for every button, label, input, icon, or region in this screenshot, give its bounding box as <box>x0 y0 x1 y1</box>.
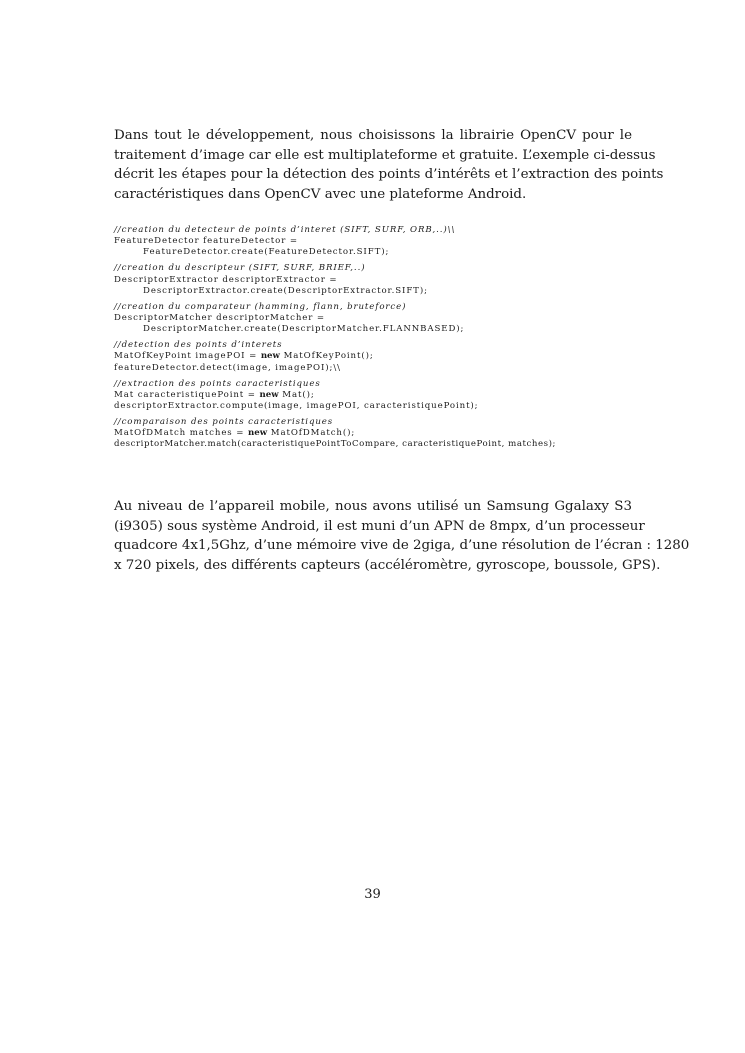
intro-line: traitement d’image car elle est multiplateforme et gratuite. L’exemple ci-dessus <box>114 147 656 163</box>
code-line: FeatureDetector featureDetector = <box>114 236 298 247</box>
code-line: DescriptorMatcher descriptorMatcher = <box>114 313 325 324</box>
code-listing <box>114 225 674 455</box>
code-comment: //creation du descripteur (SIFT, SURF, BRIEF,..) <box>114 263 366 274</box>
code-comment: //detection des points d’interets <box>114 340 283 351</box>
intro-line: Dans tout le développement, nous choisissons la librairie OpenCV pour le <box>114 128 632 143</box>
code-block-detector <box>114 225 674 259</box>
code-block-matcher <box>114 302 674 336</box>
code-line: descriptorExtractor.compute(image, imagePOI, caracteristiquePoint); <box>114 401 479 412</box>
code-comment: //comparaison des points caracteristiques <box>114 417 334 428</box>
code-line: DescriptorExtractor descriptorExtractor = <box>114 274 338 285</box>
code-line: FeatureDetector.create(FeatureDetector.SIFT); <box>114 247 390 258</box>
code-block-comparison <box>114 417 674 451</box>
code-block-descriptor <box>114 263 674 297</box>
code-line: descriptorMatcher.match(caracteristiquePointToCompare, caracteristiquePoint, matches); <box>114 439 556 450</box>
code-line: featureDetector.detect(image, imagePOI);\\ <box>114 362 341 373</box>
code-line: DescriptorExtractor.create(DescriptorExtractor.SIFT); <box>114 285 428 296</box>
code-block-detection <box>114 340 674 374</box>
intro-line: caractéristiques dans OpenCV avec une plateforme Android. <box>114 186 527 202</box>
page-number: 39 <box>364 887 381 902</box>
code-comment: //creation du detecteur de points d’interet (SIFT, SURF, ORB,..)\\ <box>114 225 456 235</box>
device-line: Au niveau de l’appareil mobile, nous avons utilisé un Samsung Ggalaxy S3 <box>114 499 632 514</box>
code-line: Mat caracteristiquePoint = new Mat(); <box>114 389 315 400</box>
code-block-extraction <box>114 379 674 413</box>
code-line: MatOfKeyPoint imagePOI = new MatOfKeyPoint(); <box>114 351 374 362</box>
intro-line: décrit les étapes pour la détection des points d’intérêts et l’extraction des points <box>114 167 664 182</box>
device-line: (i9305) sous système Android, il est muni d’un APN de 8mpx, d’un processeur <box>114 518 645 534</box>
code-comment: //creation du comparateur (hamming, flann, bruteforce) <box>114 301 407 312</box>
device-line: quadcore 4x1,5Ghz, d’une mémoire vive de 2giga, d’une résolution de l’écran : 1280 <box>114 538 690 553</box>
code-line: MatOfDMatch matches = new MatOfDMatch(); <box>114 428 356 439</box>
intro-paragraph <box>114 126 664 204</box>
code-comment: //extraction des points caracteristiques <box>114 378 321 389</box>
code-line: DescriptorMatcher.create(DescriptorMatcher.FLANNBASED); <box>114 324 465 335</box>
device-line: x 720 pixels, des différents capteurs (accéléromètre, gyroscope, boussole, GPS). <box>114 557 661 573</box>
device-paragraph <box>114 497 690 575</box>
